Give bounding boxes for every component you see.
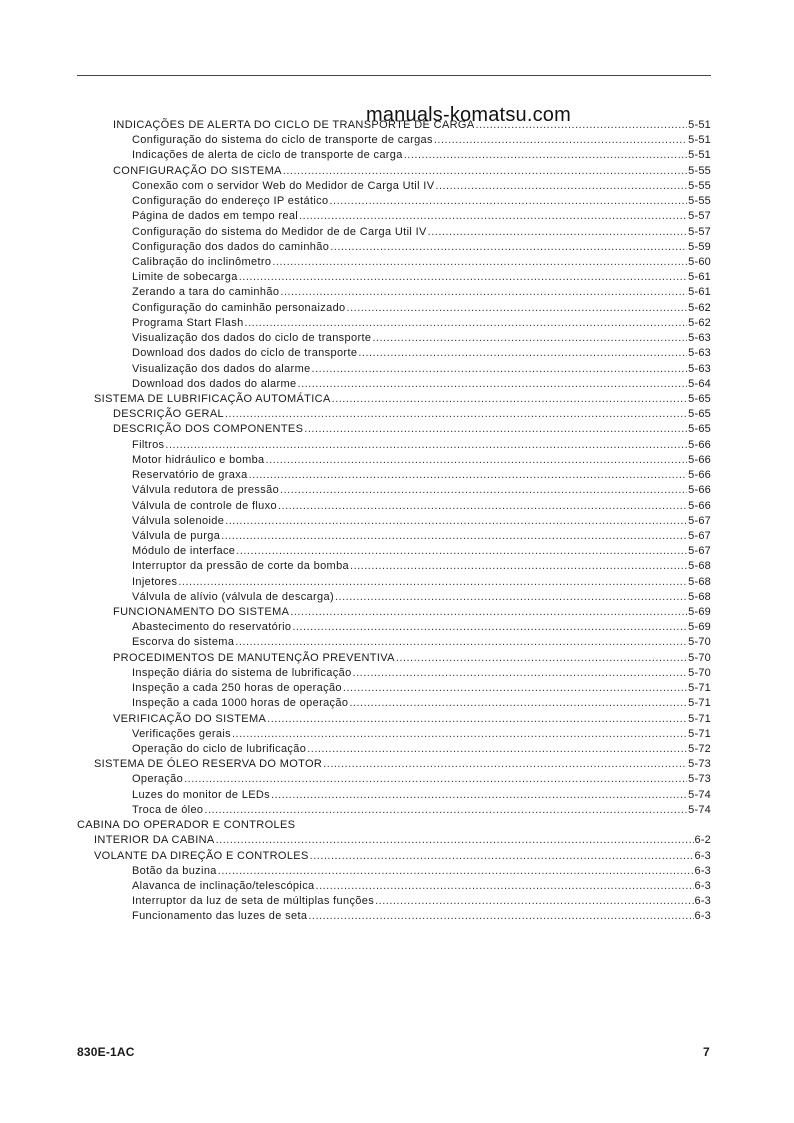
footer-page-number: 7 xyxy=(703,1045,710,1059)
toc-leader-dots xyxy=(375,894,693,909)
toc-entry-page: 5-70 xyxy=(688,651,711,664)
toc-entry-title: Página de dados em tempo real xyxy=(132,210,299,223)
toc-entry-page: 6-3 xyxy=(694,864,711,877)
toc-entry-page: 5-73 xyxy=(688,773,711,786)
toc-entry-page: 5-69 xyxy=(688,621,711,634)
toc-leader-dots xyxy=(330,240,687,255)
toc-entry-page: 5-66 xyxy=(688,453,711,466)
toc-entry xyxy=(132,727,711,742)
toc-entry-page: 5-63 xyxy=(688,332,711,345)
toc-entry-page: 5-51 xyxy=(688,134,711,147)
toc-leader-dots xyxy=(308,909,693,924)
toc-entry-title: Configuração do sistema do Medidor de de Carga Util IV xyxy=(132,225,427,238)
toc-entry-page: 5-59 xyxy=(688,240,711,253)
toc-leader-dots xyxy=(304,422,687,437)
toc-entry-title: SISTEMA DE LUBRIFICAÇÃO AUTOMÁTICA xyxy=(94,392,331,405)
toc-entry xyxy=(132,864,711,879)
footer-model: 830E-1AC xyxy=(77,1045,135,1059)
toc-entry-page: 5-61 xyxy=(688,271,711,284)
toc-leader-dots xyxy=(178,575,687,590)
toc-entry-page: 5-55 xyxy=(688,164,711,177)
toc-entry xyxy=(132,377,711,392)
toc-entry-page: 5-55 xyxy=(688,179,711,192)
toc-entry-title: Válvula de purga xyxy=(132,529,221,542)
toc-entry-title: Programa Start Flash xyxy=(132,316,244,329)
toc-entry-title: Botão da buzina xyxy=(132,864,217,877)
toc-entry xyxy=(113,164,711,179)
toc-entry-title: VOLANTE DA DIREÇÃO E CONTROLES xyxy=(94,849,309,862)
toc-entry-page: 5-68 xyxy=(688,575,711,588)
toc-leader-dots xyxy=(225,407,687,422)
toc-leader-dots xyxy=(353,666,688,681)
toc-entry-title: Módulo de interface xyxy=(132,545,236,558)
toc-entry xyxy=(132,453,711,468)
toc-entry xyxy=(132,148,711,163)
toc-entry xyxy=(132,179,711,194)
toc-leader-dots xyxy=(290,605,687,620)
toc-entry-page: 5-67 xyxy=(688,514,711,527)
toc-entry-page: 5-68 xyxy=(688,560,711,573)
toc-entry-title: Conexão com o servidor Web do Medidor de Carga Util IV xyxy=(132,179,435,192)
toc-leader-dots xyxy=(283,164,687,179)
toc-entry-title: Válvula solenoide xyxy=(132,514,225,527)
toc-leader-dots xyxy=(204,803,687,818)
toc-entry xyxy=(94,833,711,848)
toc-entry-page: 5-66 xyxy=(688,484,711,497)
toc-entry xyxy=(132,240,711,255)
toc-entry-title: FUNCIONAMENTO DO SISTEMA xyxy=(113,606,290,619)
toc-entry xyxy=(132,529,711,544)
toc-entry xyxy=(94,849,711,864)
toc-leader-dots xyxy=(218,864,694,879)
toc-entry xyxy=(132,133,711,148)
toc-entry-page: 5-67 xyxy=(688,529,711,542)
toc-entry-title: Válvula de alívio (válvula de descarga) xyxy=(132,590,334,603)
toc-leader-dots xyxy=(272,255,687,270)
toc-leader-dots xyxy=(347,301,688,316)
toc-entry-page: 5-68 xyxy=(688,590,711,603)
toc-entry-page: 5-51 xyxy=(688,149,711,162)
toc-entry-page: 5-66 xyxy=(688,469,711,482)
toc-leader-dots xyxy=(307,742,687,757)
toc-entry-title: PROCEDIMENTOS DE MANUTENÇÃO PREVENTIVA xyxy=(113,651,395,664)
toc-entry xyxy=(132,803,711,818)
toc-leader-dots xyxy=(358,346,687,361)
toc-entry xyxy=(132,742,711,757)
toc-entry xyxy=(132,270,711,285)
toc-entry xyxy=(132,331,711,346)
toc-entry-page: 5-57 xyxy=(688,210,711,223)
toc-leader-dots xyxy=(434,133,687,148)
toc-leader-dots xyxy=(280,483,687,498)
toc-entry-title: Escorva do sistema xyxy=(132,636,235,649)
toc-entry-title: DESCRIÇÃO GERAL xyxy=(113,408,224,421)
toc-entry xyxy=(132,255,711,270)
toc-entry xyxy=(132,483,711,498)
toc-entry-page: 5-60 xyxy=(688,255,711,268)
toc-entry-title: Injetores xyxy=(132,575,178,588)
toc-leader-dots xyxy=(323,757,687,772)
toc-entry xyxy=(113,422,711,437)
toc-leader-dots xyxy=(329,194,687,209)
toc-entry-page: 5-63 xyxy=(688,347,711,360)
toc-entry-title: Interruptor da luz de seta de múltiplas funções xyxy=(132,895,375,908)
toc-entry-title: Luzes do monitor de LEDs xyxy=(132,788,271,801)
toc-entry xyxy=(132,285,711,300)
toc-entry-title: Indicações de alerta de ciclo de transporte de carga xyxy=(132,149,403,162)
toc-entry-page: 5-62 xyxy=(688,301,711,314)
toc-leader-dots xyxy=(266,453,688,468)
toc-entry xyxy=(113,407,711,422)
toc-entry-page: 5-74 xyxy=(688,788,711,801)
toc-entry-title: Configuração do sistema do ciclo de transporte de cargas xyxy=(132,134,433,147)
toc-entry xyxy=(132,194,711,209)
toc-leader-dots xyxy=(232,727,687,742)
toc-entry-page: 5-51 xyxy=(688,119,711,131)
toc-entry-page: 6-2 xyxy=(694,834,711,847)
toc-entry-page: 5-64 xyxy=(688,377,711,390)
toc-entry-title: Visualização dos dados do alarme xyxy=(132,362,311,375)
toc-leader-dots xyxy=(312,362,688,377)
toc-entry-title: INDICAÇÕES DE ALERTA DO CICLO DE TRANSPORTE DE CARGA xyxy=(113,119,475,131)
toc-leader-dots xyxy=(428,225,688,240)
toc-entry-page: 5-61 xyxy=(688,286,711,299)
toc-entry-title: CONFIGURAÇÃO DO SISTEMA xyxy=(113,164,282,177)
toc-entry-page: 5-66 xyxy=(688,499,711,512)
toc-entry xyxy=(132,544,711,559)
toc-entry-title: Operação xyxy=(132,773,184,786)
toc-entry-title: INTERIOR DA CABINA xyxy=(94,834,215,847)
watermark: manuals-komatsu.com xyxy=(366,104,571,126)
toc-entry-page: 5-71 xyxy=(688,712,711,725)
toc-leader-dots xyxy=(235,635,687,650)
toc-entry xyxy=(132,590,711,605)
toc-entry-page: 6-3 xyxy=(694,880,711,892)
toc-entry-page: 5-57 xyxy=(688,225,711,238)
toc-entry-title: Visualização dos dados do ciclo de transporte xyxy=(132,332,372,345)
toc-entry-title: Troca de óleo xyxy=(132,803,204,816)
toc-leader-dots xyxy=(239,270,687,285)
toc-leader-dots xyxy=(280,285,687,300)
toc-entry-title: Motor hidráulico e bomba xyxy=(132,453,265,466)
toc-entry xyxy=(132,575,711,590)
toc-entry-page: 5-66 xyxy=(688,438,711,451)
toc-entry-title: Verificações gerais xyxy=(132,727,231,740)
toc-leader-dots xyxy=(165,438,687,453)
toc-leader-dots xyxy=(225,514,687,529)
toc-entry-title: Abastecimento do reservatório xyxy=(132,621,292,634)
toc-leader-dots xyxy=(310,849,694,864)
toc-leader-dots xyxy=(349,696,687,711)
toc-leader-dots xyxy=(216,833,694,848)
toc-entry-title: Válvula redutora de pressão xyxy=(132,484,280,497)
toc-entry xyxy=(132,316,711,331)
toc-entry-page: 5-65 xyxy=(688,408,711,421)
toc-entry xyxy=(132,879,711,894)
toc-leader-dots xyxy=(350,559,687,574)
toc-entry-page: 5-63 xyxy=(688,362,711,375)
toc-leader-dots xyxy=(316,879,694,894)
toc-entry-title: Download dos dados do ciclo de transporte xyxy=(132,347,358,360)
toc-entry-title: Calibração do inclinômetro xyxy=(132,255,272,268)
toc-entry xyxy=(132,635,711,650)
toc-entry-page: 5-69 xyxy=(688,606,711,619)
toc-entry-title: Configuração dos dados do caminhão xyxy=(132,240,330,253)
toc-entry-title: CABINA DO OPERADOR E CONTROLES xyxy=(77,819,296,832)
toc-entry-page: 6-3 xyxy=(694,910,711,923)
toc-leader-dots xyxy=(404,148,687,163)
toc-entry-title: SISTEMA DE ÓLEO RESERVA DO MOTOR xyxy=(94,758,323,771)
toc-entry-title: Configuração do endereço IP estático xyxy=(132,195,329,208)
toc-entry-page: 5-71 xyxy=(688,727,711,740)
toc-entry xyxy=(113,605,711,620)
toc-entry-title: Inspeção a cada 250 horas de operação xyxy=(132,682,342,695)
toc-entry xyxy=(132,788,711,803)
toc-entry-page: 5-55 xyxy=(688,195,711,208)
toc-entry xyxy=(132,620,711,635)
toc-leader-dots xyxy=(278,499,687,514)
toc-leader-dots xyxy=(332,392,688,407)
toc-entry-title: Download dos dados do alarme xyxy=(132,377,297,390)
toc-entry-title: Configuração do caminhão personaizado xyxy=(132,301,346,314)
toc-leader-dots xyxy=(372,331,687,346)
toc-entry-page: 5-71 xyxy=(688,682,711,695)
toc-entry xyxy=(113,651,711,666)
toc-entry xyxy=(132,559,711,574)
header-rule xyxy=(77,75,711,76)
toc-entry xyxy=(132,499,711,514)
toc-entry-title: Válvula de controle de fluxo xyxy=(132,499,277,512)
toc-entry-page: 6-3 xyxy=(694,849,711,862)
toc-entry xyxy=(77,818,711,833)
toc-entry-title: Operação do ciclo de lubrificação xyxy=(132,743,307,756)
toc-entry-page: 5-70 xyxy=(688,666,711,679)
toc-entry xyxy=(132,909,711,924)
toc-entry xyxy=(132,301,711,316)
toc-entry xyxy=(132,468,711,483)
toc-entry-title: Inspeção diária do sistema de lubrificação xyxy=(132,666,352,679)
toc-entry-title: VERIFICAÇÃO DO SISTEMA xyxy=(113,712,267,725)
toc-leader-dots xyxy=(184,772,687,787)
toc-leader-dots xyxy=(335,590,687,605)
toc-entry-page: 5-73 xyxy=(688,758,711,771)
toc-leader-dots xyxy=(299,209,687,224)
toc-leader-dots xyxy=(271,788,687,803)
toc-leader-dots xyxy=(292,620,687,635)
toc-leader-dots xyxy=(249,468,688,483)
toc-leader-dots xyxy=(435,179,687,194)
toc-leader-dots xyxy=(236,544,687,559)
toc-entry-page: 5-71 xyxy=(688,697,711,710)
toc-entry-title: Interruptor da pressão de corte da bomba xyxy=(132,560,350,573)
toc-entry-page: 5-72 xyxy=(688,743,711,756)
toc-entry-title: Filtros xyxy=(132,438,165,451)
toc-entry-title: Limite de sobecarga xyxy=(132,271,238,284)
toc-entry xyxy=(132,225,711,240)
toc-entry xyxy=(132,681,711,696)
toc-entry xyxy=(94,757,711,772)
toc-leader-dots xyxy=(245,316,688,331)
toc-entry-page: 5-65 xyxy=(688,392,711,405)
toc-entry xyxy=(132,666,711,681)
toc-entry xyxy=(132,438,711,453)
toc-entry-page: 5-70 xyxy=(688,636,711,649)
toc-entry-title: Zerando a tara do caminhão xyxy=(132,286,280,299)
toc-entry-page: 5-62 xyxy=(688,316,711,329)
toc-entry xyxy=(113,712,711,727)
toc-entry xyxy=(132,894,711,909)
toc-leader-dots xyxy=(343,681,687,696)
toc-entry-page: 5-74 xyxy=(688,803,711,816)
toc-entry-title: Reservatório de graxa xyxy=(132,469,248,482)
toc-leader-dots xyxy=(221,529,687,544)
toc-entry-title: Funcionamento das luzes de seta xyxy=(132,910,308,923)
toc-leader-dots xyxy=(298,377,688,392)
toc-entry xyxy=(132,362,711,377)
toc-entry xyxy=(132,209,711,224)
toc-entry xyxy=(132,696,711,711)
toc-entry-title: Alavanca de inclinação/telescópica xyxy=(132,880,315,892)
toc-entry-page: 6-3 xyxy=(694,895,711,908)
toc-entry-title: Inspeção a cada 1000 horas de operação xyxy=(132,697,349,710)
toc-entry xyxy=(132,346,711,361)
toc-entry-title: DESCRIÇÃO DOS COMPONENTES xyxy=(113,423,304,436)
toc-leader-dots xyxy=(396,651,687,666)
toc-entry xyxy=(94,392,711,407)
toc-entry-page: 5-67 xyxy=(688,545,711,558)
toc-entry xyxy=(132,514,711,529)
toc-entry xyxy=(132,772,711,787)
toc-entry-page: 5-65 xyxy=(688,423,711,436)
toc-leader-dots xyxy=(267,712,687,727)
